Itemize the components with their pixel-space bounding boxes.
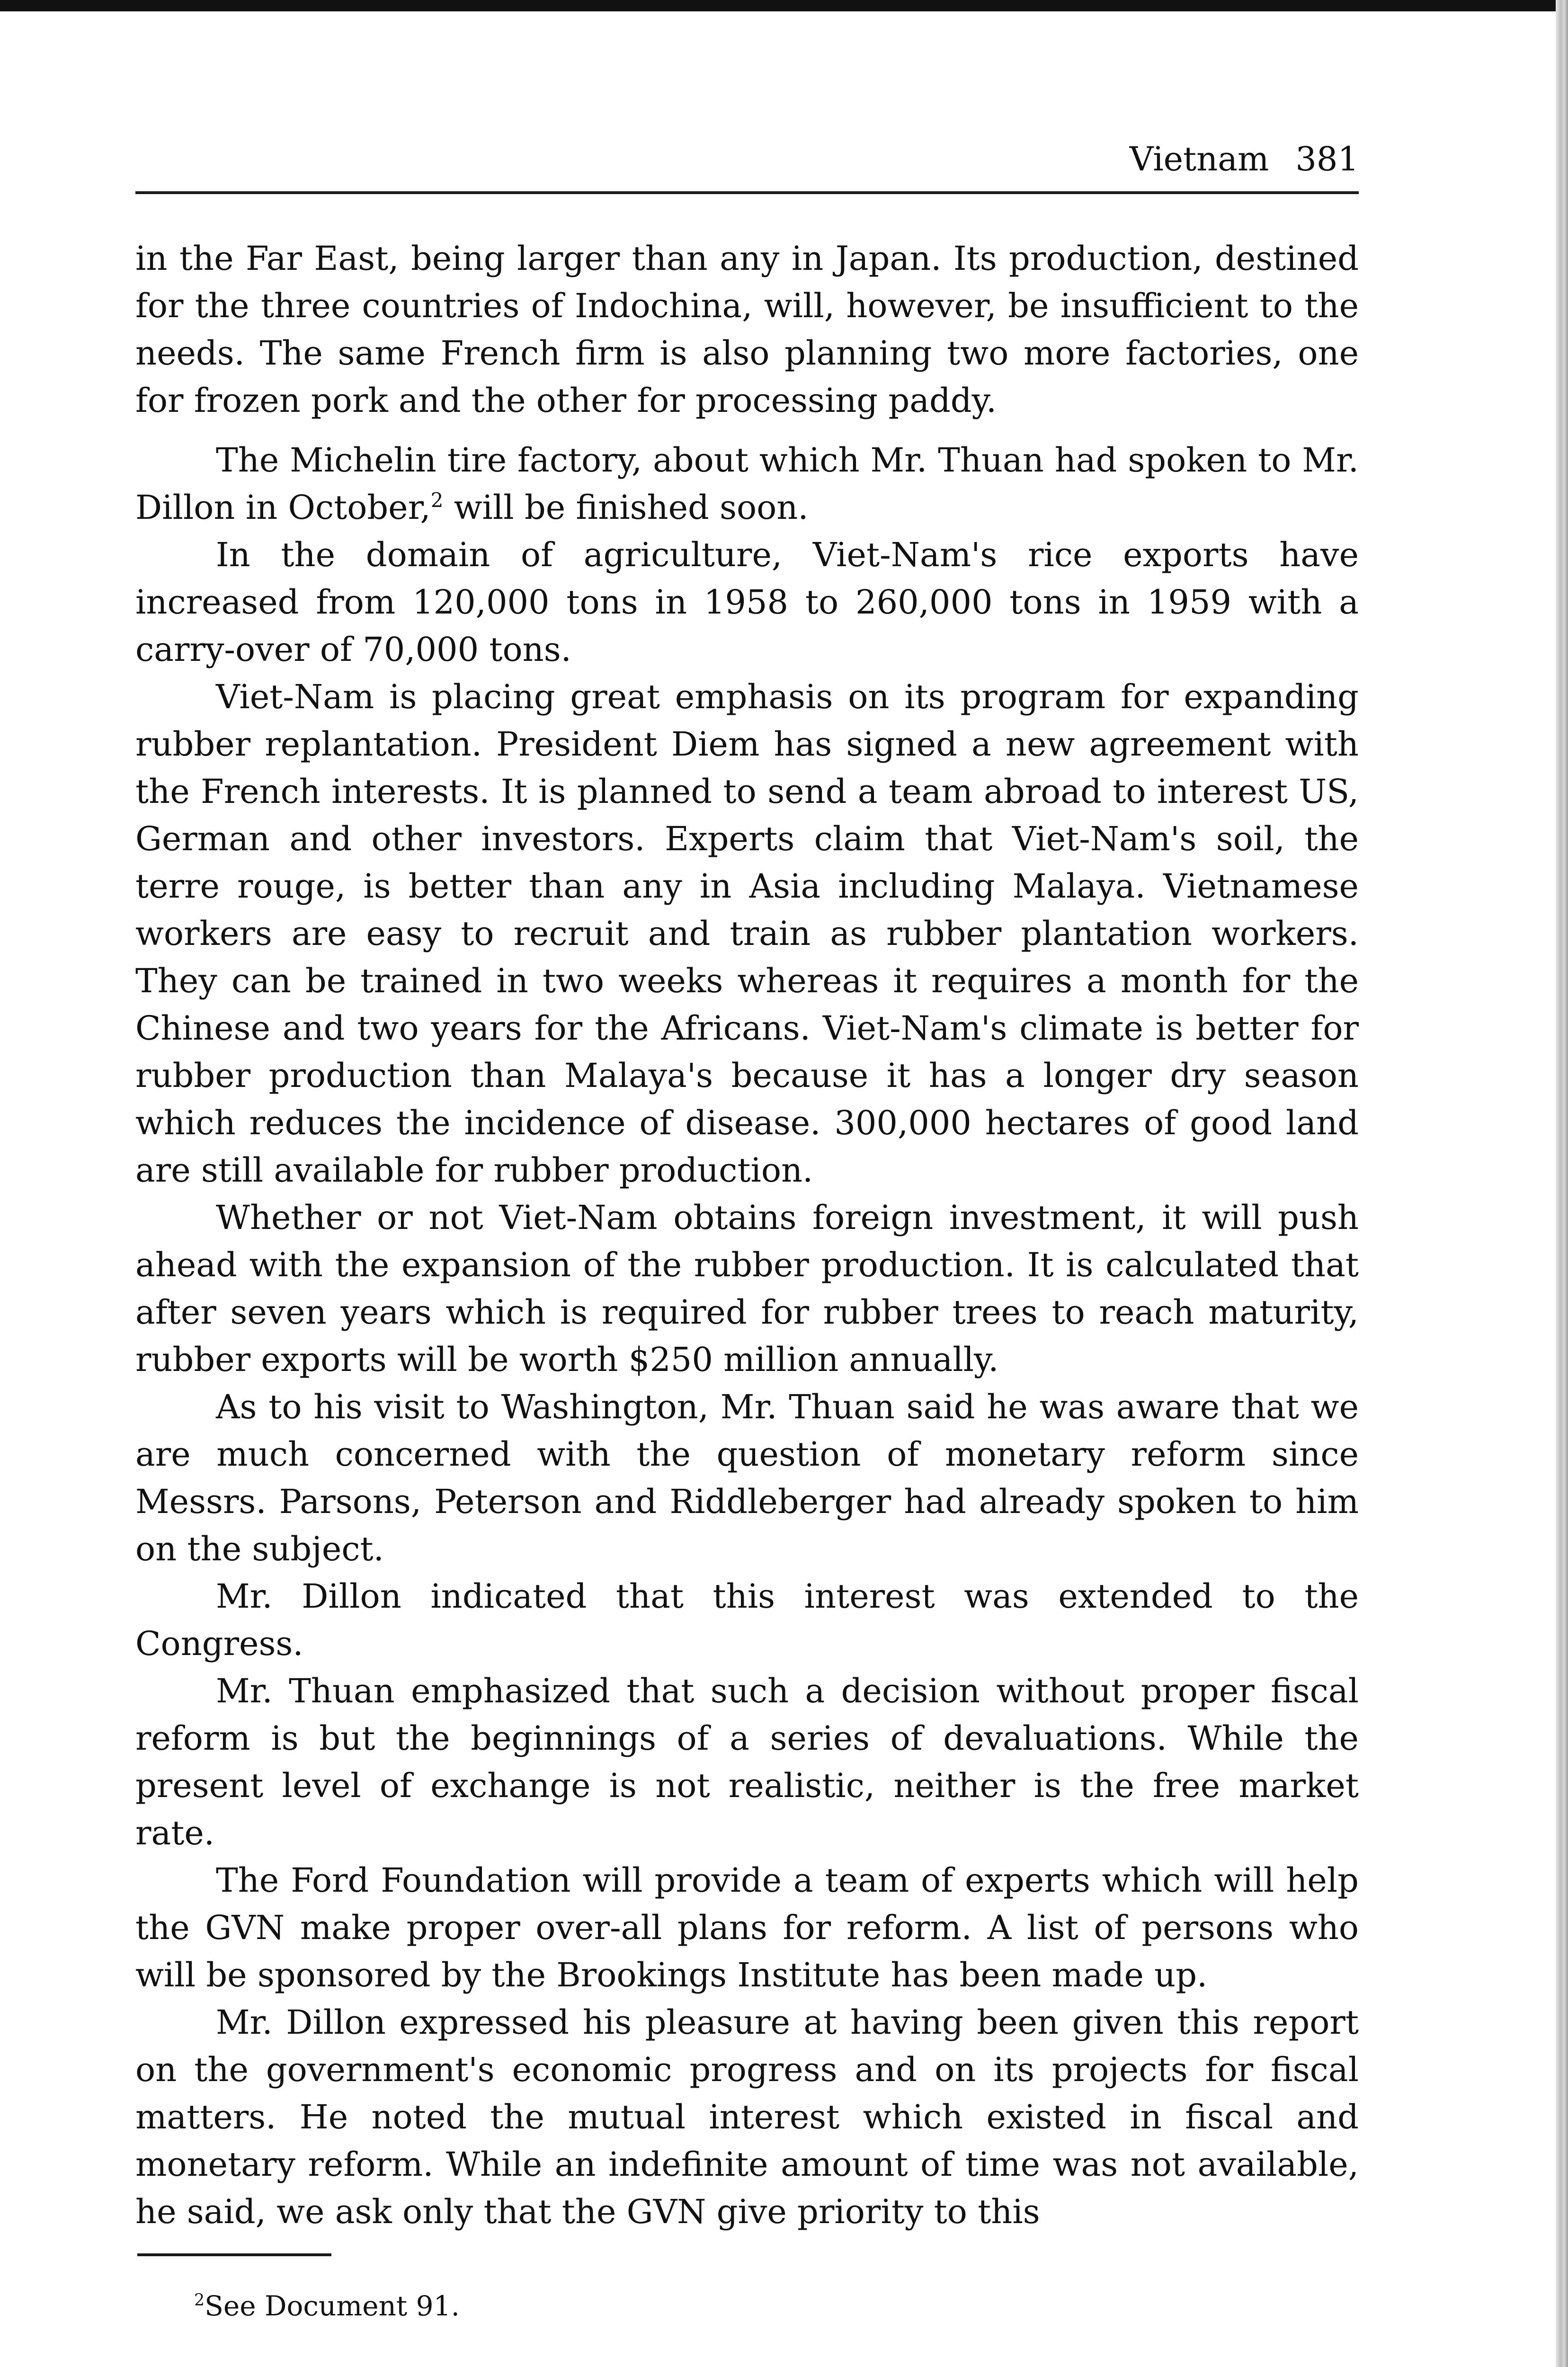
footnote-text: See Document 91.	[205, 2290, 460, 2322]
section-title: Vietnam	[1129, 140, 1269, 178]
paragraph-text: The Michelin tire factory, about which Mr. Thuan had spoken to Mr. Dillon in October,	[135, 441, 1359, 527]
paragraph: The Ford Foundation will provide a team of experts which will help the GVN make proper over-all plans for reform. A list of persons who will be sponsored by the Brookings Institute has been made up.	[135, 1861, 1359, 1994]
paragraph: Mr. Dillon expressed his pleasure at having been given this report on the government's economic progress and on its projects for fiscal matters. He noted the mutual interest which existed in fiscal and monetary reform. While an indefinite amount of time was not available, he said, we ask only that the GVN give priority to this	[135, 2003, 1359, 2231]
paragraph-text: will be finished soon.	[454, 488, 809, 527]
footnote	[194, 2289, 460, 2323]
body-text	[135, 235, 1359, 2235]
paragraph	[135, 436, 1359, 531]
paragraph: Mr. Dillon indicated that this interest was extended to the Congress.	[135, 1577, 1359, 1663]
paragraph: Whether or not Viet-Nam obtains foreign investment, it will push ahead with the expansion of the rubber production. It is calculated that after seven years which is required for rubber trees to reach maturity, rubber exports will be worth $250 million annually.	[135, 1198, 1359, 1379]
running-head	[135, 140, 1359, 194]
page-binding-edge	[1556, 0, 1568, 2367]
paragraph: Viet-Nam is placing great emphasis on its program for expanding rubber replantation. President Diem has signed a new agreement with the French interests. It is planned to send a team abroad to interest US, German and other investors. Experts claim that Viet-Nam's soil, the terre rouge, is better than any in Asia including Malaya. Vietnamese workers are easy to recruit and train as rubber plantation workers. They can be trained in two weeks whereas it requires a month for the Chinese and two years for the Africans. Viet-Nam's climate is better for rubber production than Malaya's because it has a longer dry season which reduces the incidence of disease. 300,000 hectares of good land are still available for rubber production.	[135, 677, 1359, 1190]
paragraph: As to his visit to Washington, Mr. Thuan said he was aware that we are much concerned with the question of monetary reform since Messrs. Parsons, Peterson and Riddleberger had already spoken to him on the subject.	[135, 1388, 1359, 1568]
page-top-border	[0, 0, 1568, 11]
paragraph: Mr. Thuan emphasized that such a decision without proper fiscal reform is but the beginnings of a series of devaluations. While the present level of exchange is not realistic, neither is the free market rate.	[135, 1672, 1359, 1852]
paragraph: in the Far East, being larger than any in Japan. Its production, destined for the three countries of Indochina, will, however, be insufficient to the needs. The same French firm is also planning two more factories, one for frozen pork and the other for processing paddy.	[135, 239, 1359, 420]
paragraph: In the domain of agriculture, Viet-Nam's rice exports have increased from 120,000 tons in 1958 to 260,000 tons in 1959 with a carry-over of 70,000 tons.	[135, 535, 1359, 669]
footnote-reference: 2	[430, 488, 444, 512]
page-number: 381	[1295, 140, 1359, 178]
footnote-rule	[137, 2253, 331, 2256]
footnote-marker: 2	[194, 2291, 205, 2310]
